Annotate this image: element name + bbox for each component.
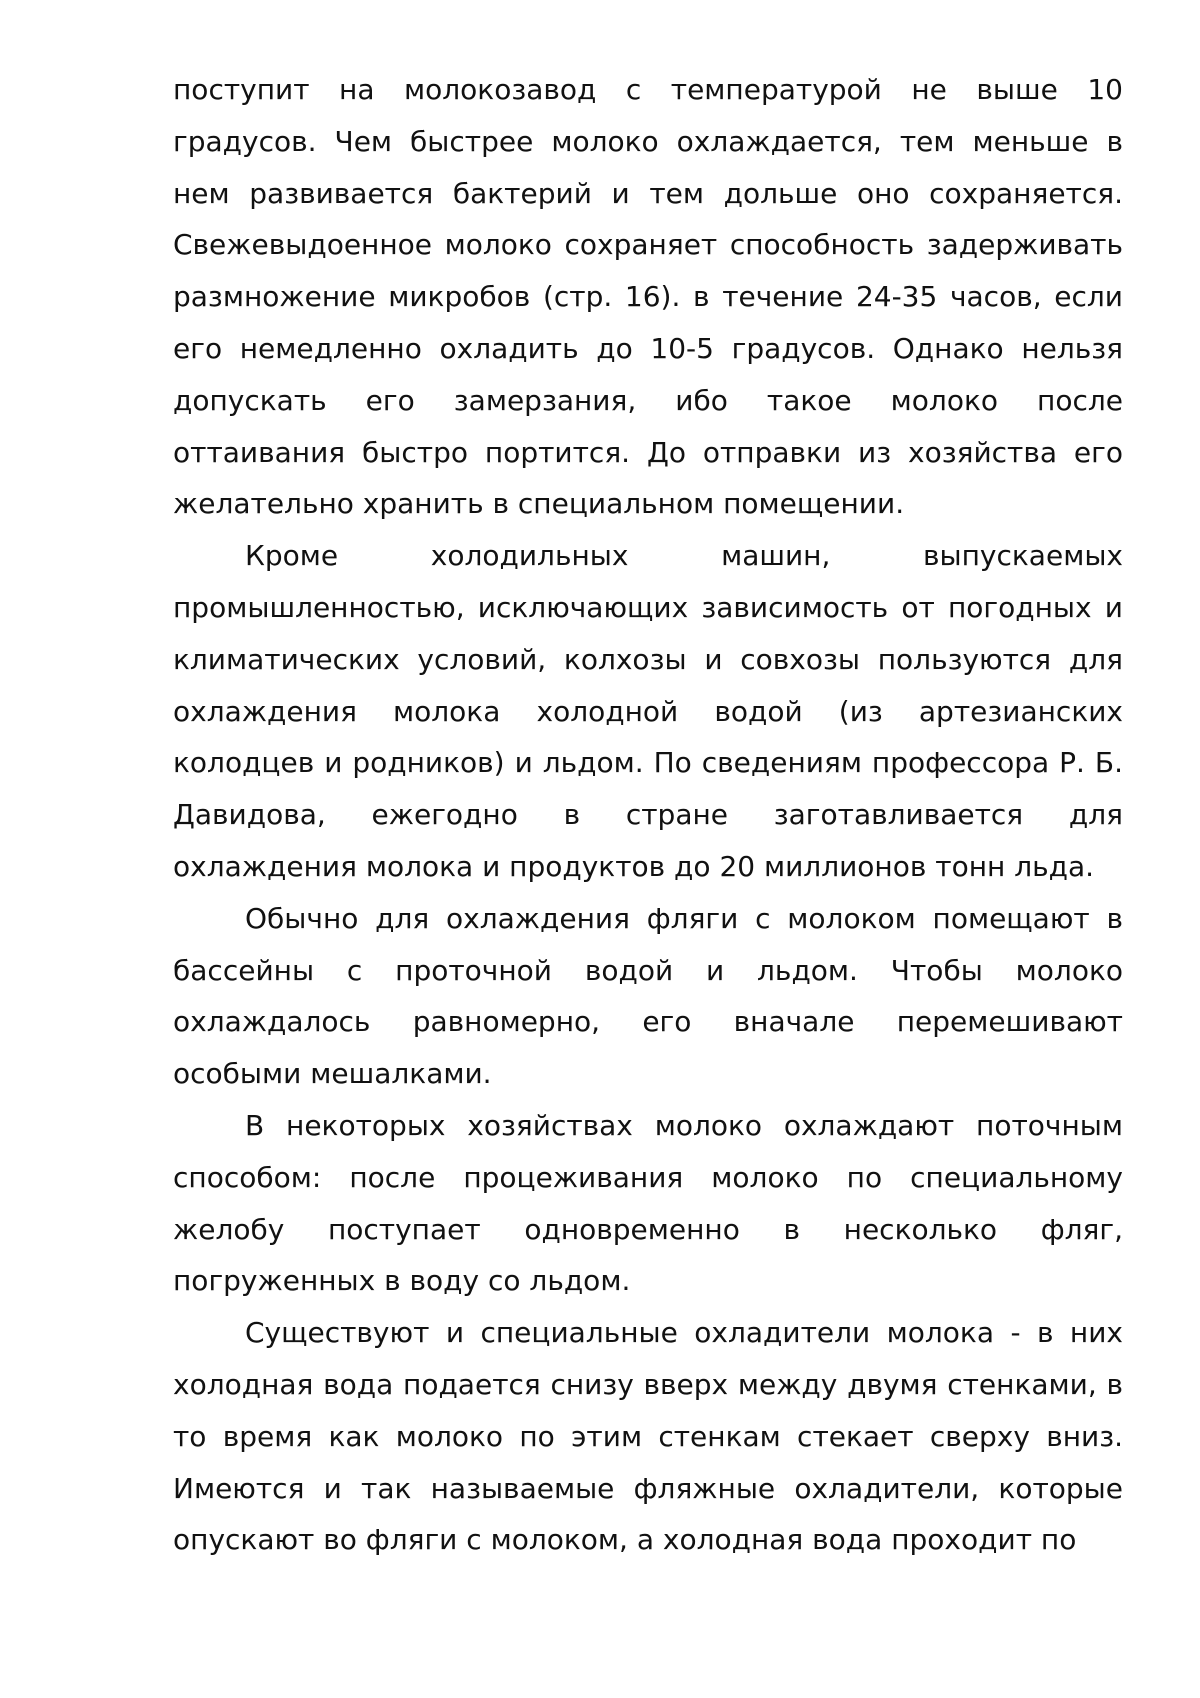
paragraph-1: поступит на молокозавод с температурой не выше 10 градусов. Чем быстрее молоко охлаждается, тем меньше в нем развивается бактерий и тем дольше оно сохраняется. Свежевыдоенное молоко сохраняет способность задерживать размножение микробов (стр. 16). в течение 24-35 часов, если его немедленно охладить до 10-5 градусов. Однако нельзя допускать его замерзания, ибо такое молоко после оттаивания быстро портится. До отправки из хозяйства его желательно хранить в специальном помещении. [173,73,1123,521]
paragraph-5: Существуют и специальные охладители молока - в них холодная вода подается снизу вверх между двумя стенками, в то время как молоко по этим стенкам стекает сверху вниз. Имеются и так называемые фляжные охладители, которые опускают во фляги с молоком, а холодная вода проходит по [173,1316,1123,1557]
paragraph-3: Обычно для охлаждения фляги с молоком помещают в бассейны с проточной водой и льдом. Чтобы молоко охлаждалось равномерно, его вначале перемешивают особыми мешалками. [173,901,1123,1091]
paragraph-4: В некоторых хозяйствах молоко охлаждают поточным способом: после процеживания молоко по специальному желобу поступает одновременно в несколько фляг, погруженных в воду со льдом. [173,1108,1123,1298]
paragraph-2: Кроме холодильных машин, выпускаемых промышленностью, исключающих зависимость от погодных и климатических условий, колхозы и совхозы пользуются для охлаждения молока холодной водой (из артезианских колодцев и родников) и льдом. По сведениям профессора Р. Б. Давидова, ежегодно в стране заготавливается для охлаждения молока и продуктов до 20 миллионов тонн льда. [173,539,1123,883]
body-text [173,64,1123,1566]
